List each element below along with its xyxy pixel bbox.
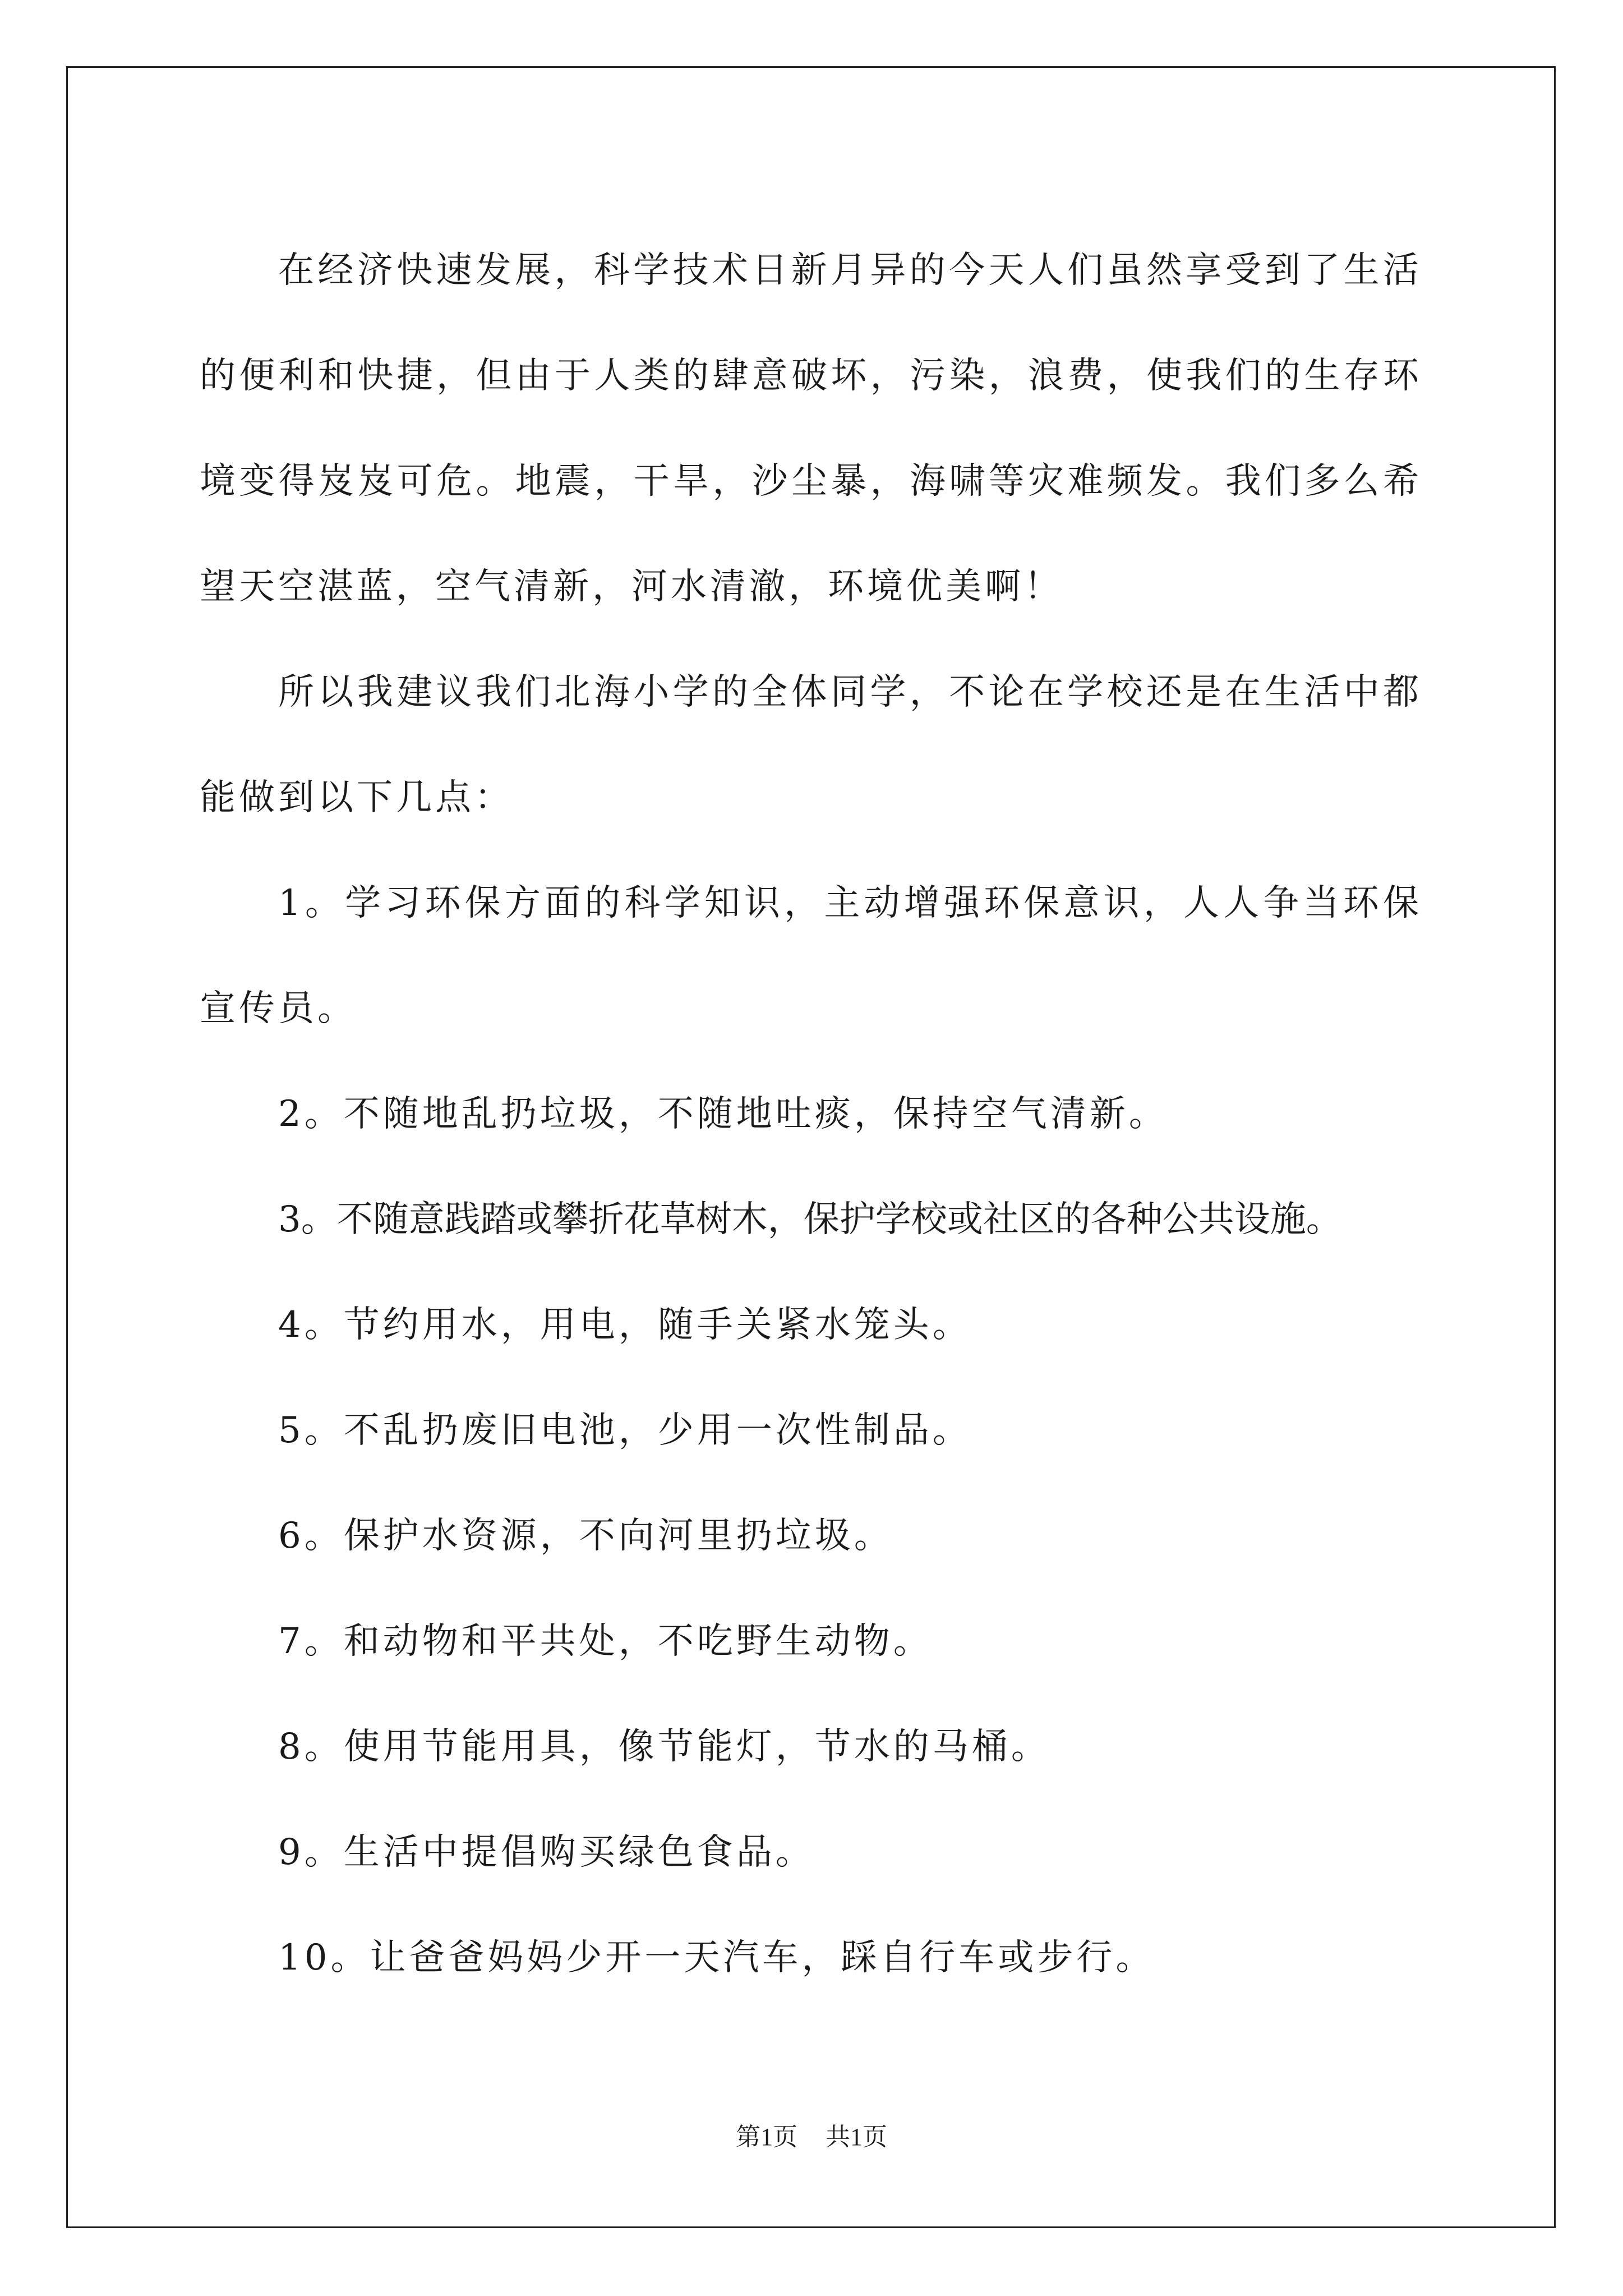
list-item-10: 10。让爸爸妈妈少开一天汽车，踩自行车或步行。 bbox=[278, 1937, 1155, 1978]
list-item-3: 3。不随意践踏或攀折花草树木，保护学校或社区的各种公共设施。 bbox=[278, 1199, 1342, 1240]
list-item-5: 5。不乱扔废旧电池，少用一次性制品。 bbox=[278, 1410, 972, 1451]
list-item-7: 7。和动物和平共处，不吃野生动物。 bbox=[278, 1621, 933, 1662]
document-body bbox=[200, 218, 1422, 2010]
list-item-6: 6。保护水资源，不向河里扔垃圾。 bbox=[278, 1515, 893, 1557]
list-item-2: 2。不随地乱扔垃圾，不随地吐痰，保持空气清新。 bbox=[278, 1093, 1168, 1135]
paragraph-intro: 在经济快速发展，科学技术日新月异的今天人们虽然享受到了生活的便利和快捷，但由于人类的肆意破坏，污染，浪费，使我们的生存环境变得岌岌可危。地震，干旱，沙尘暴，海啸等灾难频发。我们多么希望天空湛蓝，空气清新，河水清澈，环境优美啊！ bbox=[200, 250, 1422, 608]
list-item-1: 1。学习环保方面的科学知识，主动增强环保意识，人人争当环保宣传员。 bbox=[200, 882, 1422, 1029]
paragraph-proposal: 所以我建议我们北海小学的全体同学，不论在学校还是在生活中都能做到以下几点： bbox=[200, 671, 1422, 818]
page-number-current: 第1页 bbox=[736, 2123, 797, 2151]
page-number-total: 共1页 bbox=[826, 2123, 887, 2151]
page-footer bbox=[0, 2120, 1623, 2154]
list-item-8: 8。使用节能用具，像节能灯，节水的马桶。 bbox=[278, 1726, 1050, 1768]
list-item-9: 9。生活中提倡购买绿色食品。 bbox=[278, 1832, 815, 1873]
list-item-4: 4。节约用水，用电，随手关紧水笼头。 bbox=[278, 1304, 972, 1346]
